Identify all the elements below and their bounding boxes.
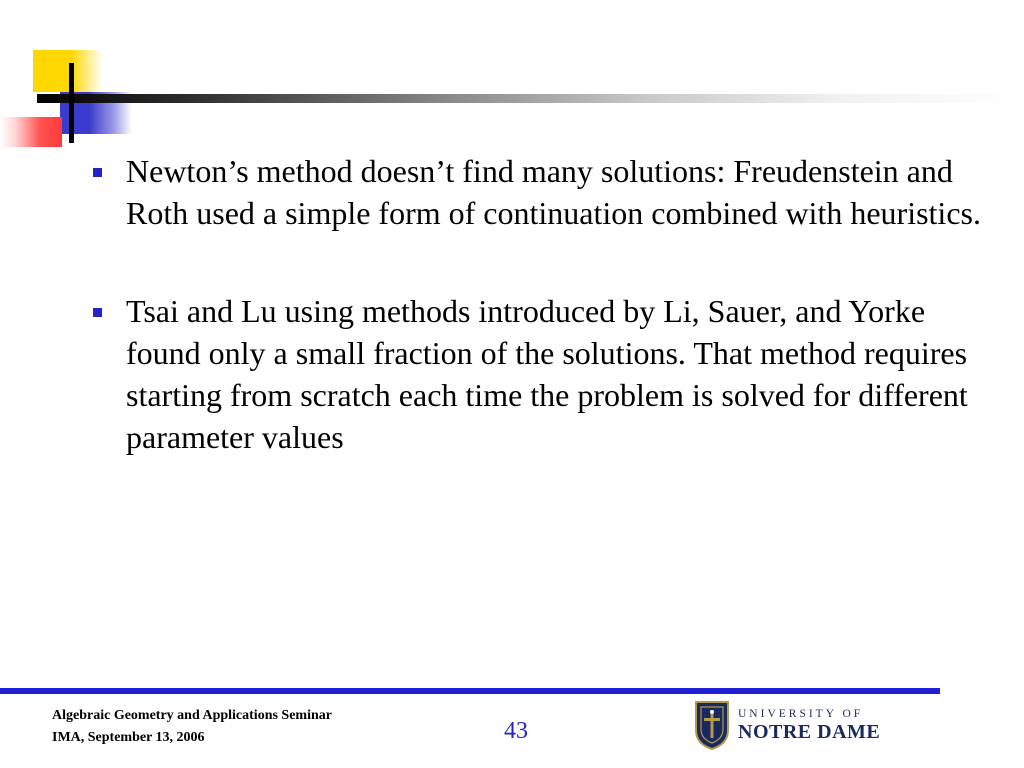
bullet-text: Tsai and Lu using methods introduced by Li, Sauer, and Yorke found only a small fraction of the solutions. That method requires starting from scratch each time the problem is solved for different parameter values: [126, 293, 968, 455]
square-bullet-icon: [93, 308, 102, 317]
notre-dame-logo: [694, 700, 894, 750]
logo-line-university: UNIVERSITY OF: [738, 708, 864, 720]
footer-seminar-title: Algebraic Geometry and Applications Seminar: [52, 708, 332, 723]
bullet-list: [88, 150, 988, 458]
square-bullet-icon: [93, 168, 102, 177]
university-seal-icon: [694, 700, 894, 750]
bullet-text: Newton’s method doesn’t find many solutions: Freudenstein and Roth used a simple form of continuation combined with heuristics.: [126, 153, 981, 231]
header-gradient-rule: [37, 94, 1024, 103]
logo-line-notre-dame: NOTRE DAME: [738, 721, 881, 743]
header-vertical-rule: [69, 63, 74, 143]
footer-event-date: IMA, September 13, 2006: [52, 730, 205, 745]
header-yellow-block: [33, 50, 103, 92]
bullet-item: [88, 290, 988, 458]
page-number: 43: [504, 718, 528, 744]
bullet-item: [88, 150, 988, 234]
footer-rule: [0, 688, 940, 694]
header-red-block: [0, 117, 62, 147]
footer-caption: [52, 705, 332, 749]
